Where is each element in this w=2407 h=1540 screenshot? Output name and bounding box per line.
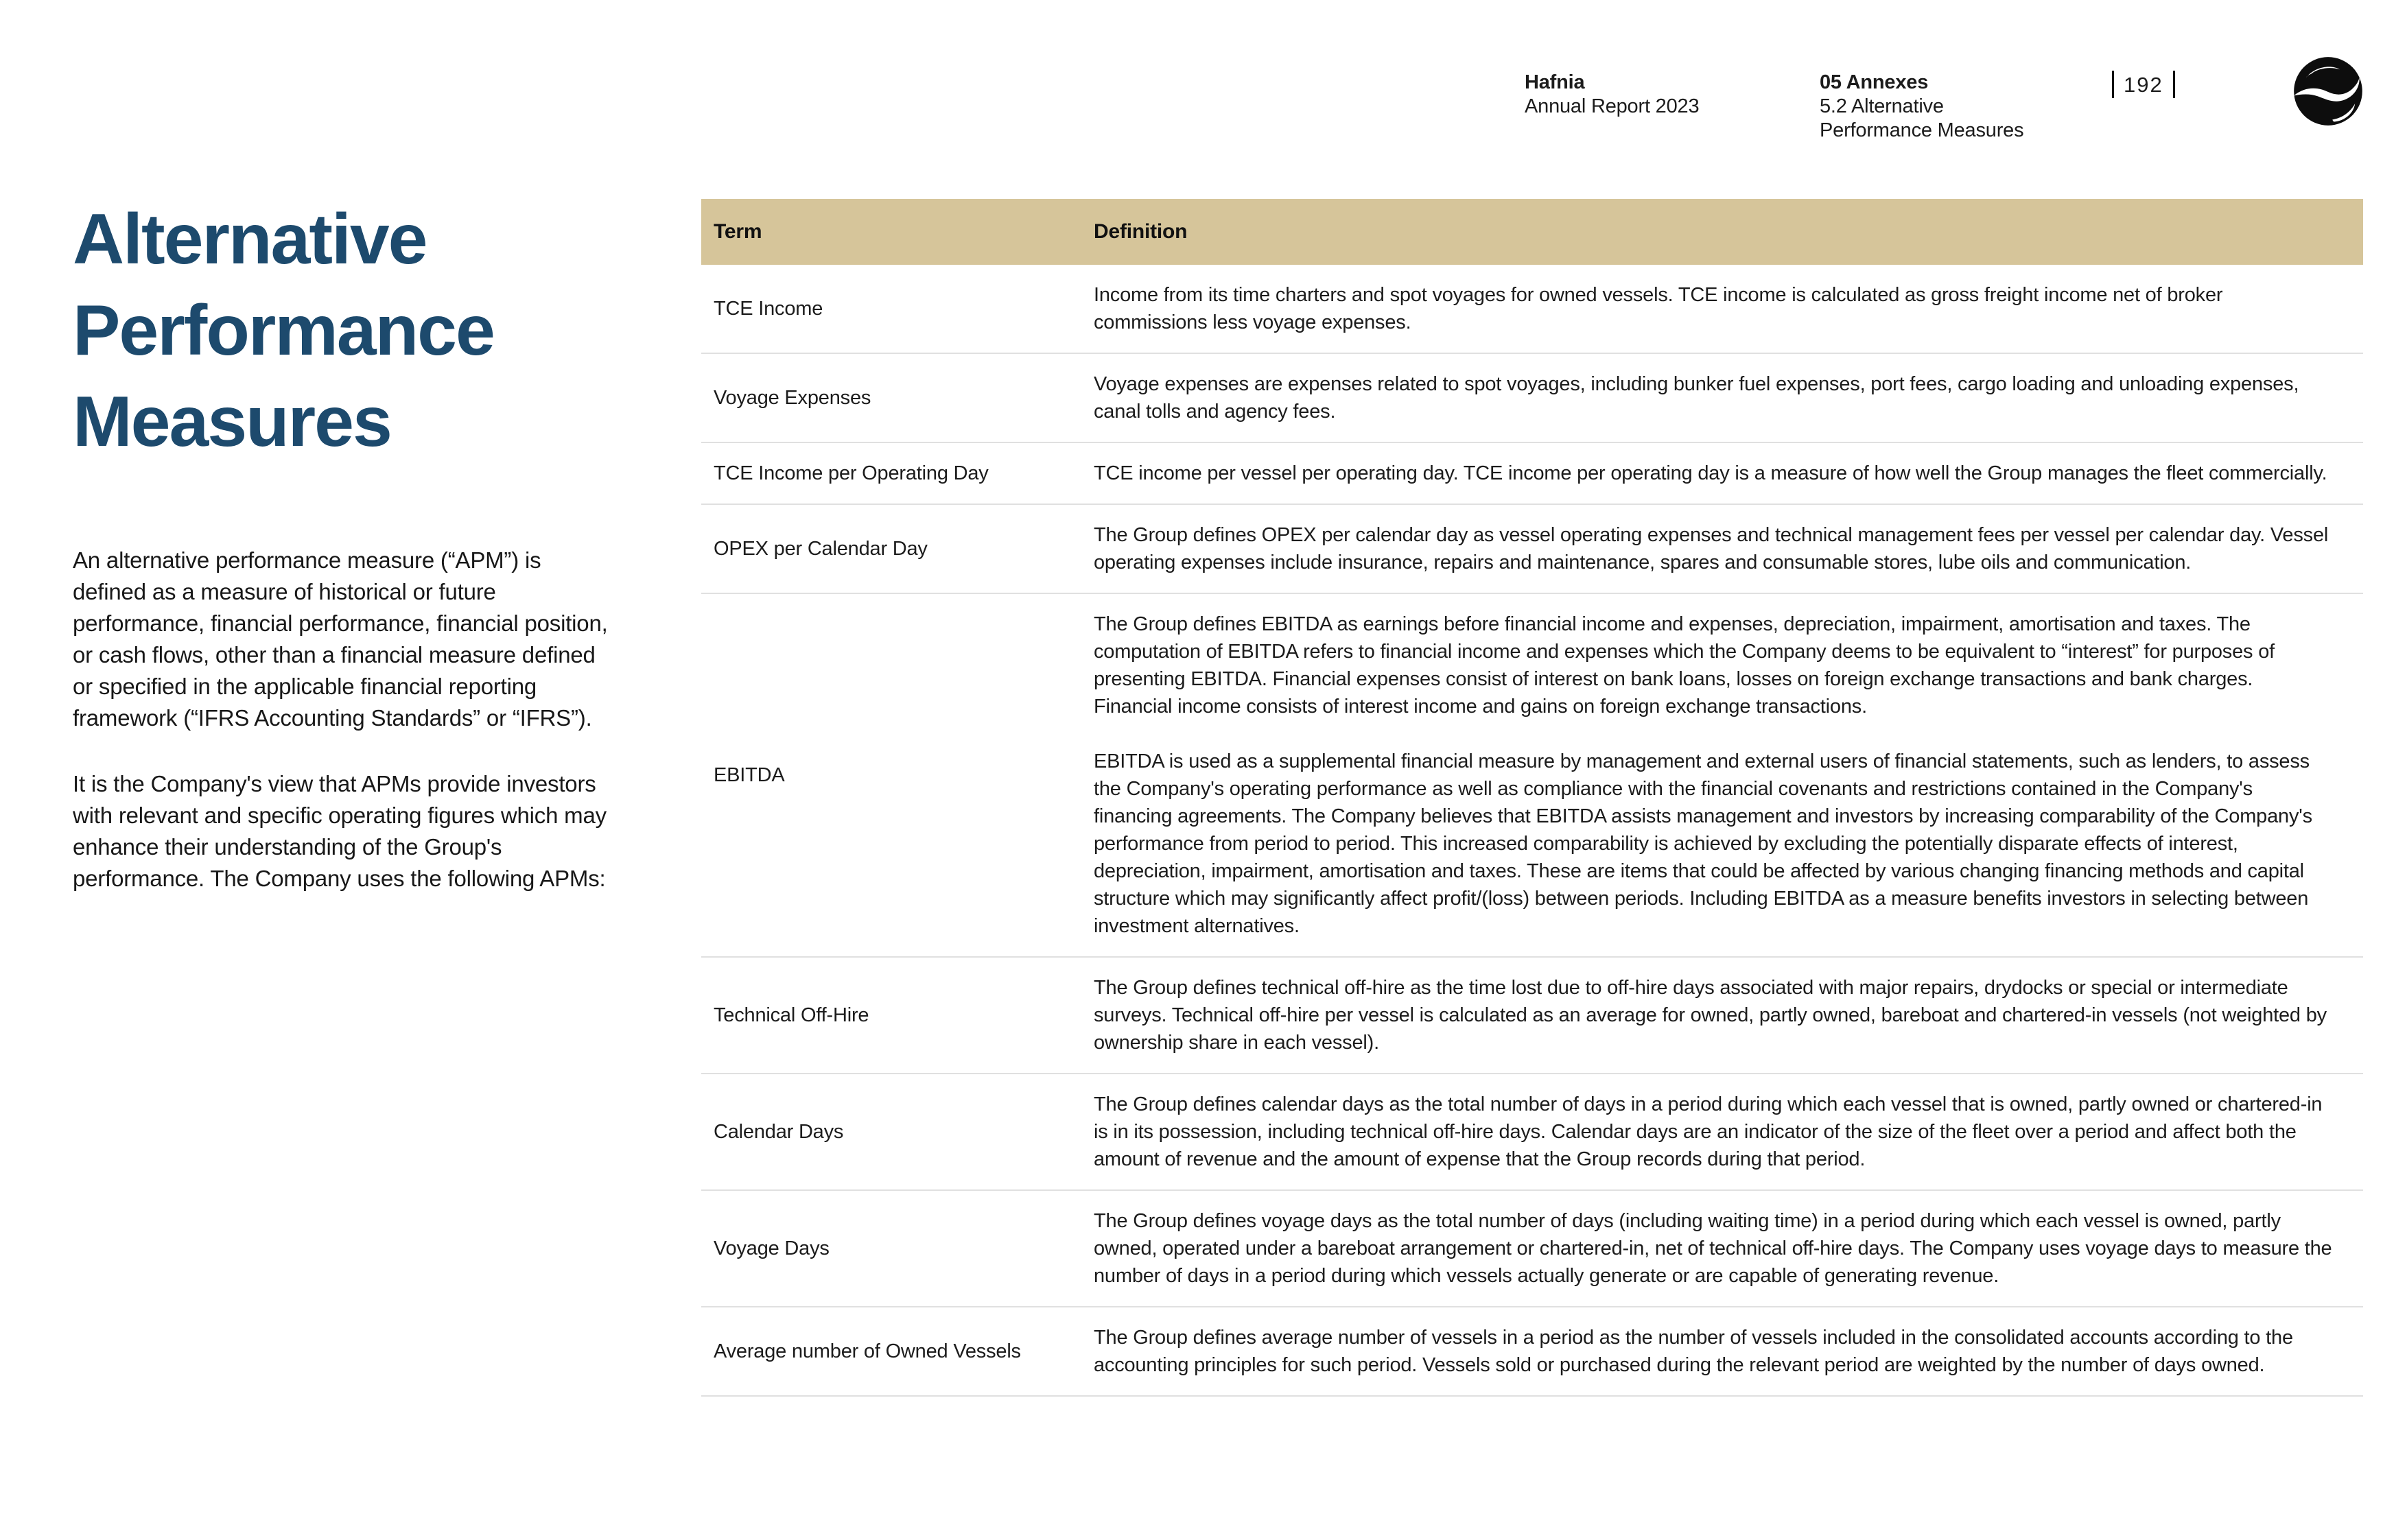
term-cell: Technical Off-Hire: [714, 1004, 869, 1026]
term-cell: OPEX per Calendar Day: [714, 538, 928, 560]
table-row: [701, 1307, 2363, 1397]
term-cell: Average number of Owned Vessels: [714, 1340, 1021, 1362]
table-row: [701, 1074, 2363, 1191]
intro-paragraph-1: An alternative performance measure (“APM”) is defined as a measure of historical or future performance, financial performance, financial position, or cash flows, other than a financial measure defined or specified in the applicable financial reporting framework (“IFRS Accounting Standards” or “IFRS”).: [73, 547, 608, 731]
table-body: [701, 265, 2363, 1397]
definition-cell: [1094, 1091, 2363, 1173]
intro-column: [73, 194, 618, 929]
term-cell: TCE Income per Operating Day: [714, 462, 989, 484]
definition-paragraph: Income from its time charters and spot voyages for owned vessels. TCE income is calculated as gross freight income net of broker commissions less voyage expenses.: [1094, 284, 2223, 333]
definition-paragraph: EBITDA is used as a supplemental financial measure by management and external users of financial statements, such as lenders, to assess the Company's operating performance as well as compliance with the financial covenants and restrictions contained in the Company's financing agreements. The Company believes that EBITDA assists management and investors by increasing comparability of the Company's performance from period to period. This increased comparability is achieved by excluding the potentially disparate effects of interest, depreciation, impairment, amortisation and taxes. These are items that could be affected by various changing financing methods and capital structure which may significantly affect profit/(loss) between periods. Including EBITDA as a measure benefits investors in selecting between investment alternatives.: [1094, 750, 2312, 937]
definition-paragraph: The Group defines voyage days as the total number of days (including waiting time) in a period during which each vessel is owned, partly owned, operated under a bareboat arrangement or chartered-in, net of technical off-hire days. The Company uses voyage days to measure the number of days in a period during which vessels actually generate or are capable of generating revenue.: [1094, 1210, 2332, 1287]
page-number: [2112, 71, 2175, 98]
column-header-term: Term: [714, 220, 762, 243]
table-row: [701, 354, 2363, 443]
page-number-value: 192: [2124, 72, 2163, 97]
report-brand: [1525, 71, 1699, 119]
definition-paragraph: The Group defines average number of vessels in a period as the number of vessels included in the consolidated accounts according to the accounting principles for such period. Vessels sold or purchased during the relevant period are weighted by the number of days owned.: [1094, 1327, 2293, 1376]
brand-subtitle: Annual Report 2023: [1525, 95, 1700, 117]
page-title-line-2: Performance: [73, 291, 494, 370]
section-title-line-2: Performance Measures: [1820, 119, 2024, 141]
section-reference: [1820, 71, 2023, 143]
definition-paragraph: The Group defines OPEX per calendar day as vessel operating expenses and technical management fees per vessel per calendar day. Vessel operating expenses include insurance, repairs and maintenance, spares and consumable stores, lube oils and communication.: [1094, 524, 2329, 573]
intro-paragraph-2: It is the Company's view that APMs provide investors with relevant and specific operating figures which may enhance their understanding of the Group's performance. The Company uses the following APMs:: [73, 771, 607, 891]
page-title: [73, 194, 618, 468]
definition-paragraph: Voyage expenses are expenses related to spot voyages, including bunker fuel expenses, port fees, cargo loading and unloading expenses, canal tolls and agency fees.: [1094, 373, 2299, 423]
term-cell: TCE Income: [714, 298, 823, 320]
table-row: [701, 1191, 2363, 1307]
table-row: [701, 594, 2363, 958]
definition-cell: [1094, 521, 2363, 576]
term-cell: EBITDA: [714, 764, 785, 786]
page-title-line-1: Alternative: [73, 200, 427, 279]
section-title-line-1: 5.2 Alternative: [1820, 95, 1944, 117]
term-cell: Calendar Days: [714, 1121, 844, 1143]
definition-cell: [1094, 974, 2363, 1056]
table-row: [701, 265, 2363, 354]
definition-cell: [1094, 1324, 2363, 1379]
definition-cell: [1094, 281, 2363, 336]
definition-cell: [1094, 370, 2363, 425]
table-row: [701, 443, 2363, 505]
table-row: [701, 958, 2363, 1074]
column-header-definition: Definition: [1094, 220, 1188, 243]
section-number: 05 Annexes: [1820, 71, 1929, 93]
apm-definitions-table: [701, 199, 2363, 1397]
definition-paragraph: TCE income per vessel per operating day. TCE income per operating day is a measure of how well the Group manages the fleet commercially.: [1094, 462, 2327, 484]
definition-paragraph: The Group defines calendar days as the total number of days in a period during which each vessel that is owned, partly owned or chartered-in is in its possession, including technical off-hire days. Calendar days are an indicator of the size of the fleet over a period and affect both the amount of revenue and the amount of expense that the Group records during that period.: [1094, 1093, 2323, 1170]
term-cell: Voyage Days: [714, 1237, 830, 1259]
brand-name: Hafnia: [1525, 71, 1585, 93]
definition-cell: [1094, 460, 2363, 487]
definition-paragraph: The Group defines technical off-hire as the time lost due to off-hire days associated with major repairs, drydocks or special or intermediate surveys. Technical off-hire per vessel is calculated as an average for owned, partly owned, bareboat and chartered-in vessels (not weighted by ownership share in each vessel).: [1094, 977, 2327, 1054]
table-header-row: [701, 199, 2363, 265]
definition-cell: [1094, 1207, 2363, 1290]
table-row: [701, 505, 2363, 594]
definition-cell: [1094, 611, 2363, 940]
term-cell: Voyage Expenses: [714, 387, 871, 409]
hafnia-logo-icon: [2292, 55, 2364, 128]
definition-paragraph: The Group defines EBITDA as earnings before financial income and expenses, depreciation, impairment, amortisation and taxes. The computation of EBITDA refers to financial income and expenses which the Company deems to be equivalent to “interest” for purposes of presenting EBITDA. Financial expenses consist of interest on bank loans, losses on foreign exchange transactions and bank charges. Financial income consists of interest income and gains on foreign exchange transactions.: [1094, 613, 2275, 718]
page-title-line-3: Measures: [73, 382, 391, 462]
page-number-right-bar: [2173, 71, 2175, 98]
